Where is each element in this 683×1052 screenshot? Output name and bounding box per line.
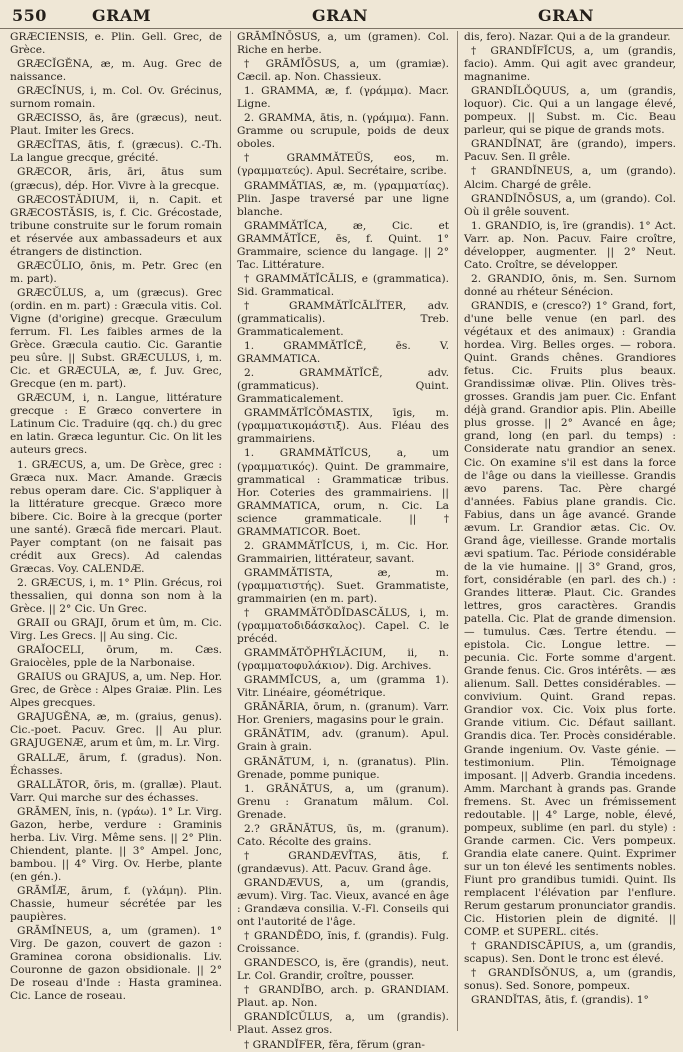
dictionary-entry: GRÆCĬTAS, ātis, f. (græcus). C.-Th. La langue grecque, grécité. <box>10 139 222 165</box>
dictionary-entry: GRÆCUM, i, n. Langue, littérature grecque : E Græco convertere in Latinum Cic. Traduire (qq. ch.) du grec en latin. Græca leguntur. Cic. On lit les auteurs grecs. <box>10 392 222 457</box>
dictionary-entry: GRANDÆVUS, a, um (grandis, ævum). Virg. Tac. Vieux, avancé en âge : Grandæva consilia. V.-Fl. Conseils qui ont l'autorité de l'âge. <box>237 876 449 929</box>
dictionary-entry: † GRĀMĬŌSUS, a, um (gramiæ). Cæcil. ap. Non. Chassieux. <box>237 58 449 84</box>
dictionary-entry: GRÆCOR, āris, āri, ātus sum (græcus), dép. Hor. Vivre à la grecque. <box>10 166 222 192</box>
dictionary-entry: GRANDĬLŎQUUS, a, um (grandis, loquor). Cic. Qui a un langage élevé, pompeux. || Subst. m. Cic. Beau parleur, qui se pique de grands mots. <box>464 85 676 137</box>
dictionary-entry: GRANDĬCŬLUS, a, um (grandis). Plaut. Assez gros. <box>237 1011 449 1037</box>
dictionary-entry: GRANDESCO, is, ĕre (grandis), neut. Lr. Col. Grandir, croître, pousser. <box>237 957 449 983</box>
dictionary-entry: † GRANDĬFER, fĕra, fĕrum (gran- <box>244 1038 425 1051</box>
dictionary-entry: GRĀNĀTIM, adv. (granum). Apul. Grain à grain. <box>237 728 449 754</box>
dictionary-entry: 2. GRANDIO, ōnis, m. Sen. Surnom donné au rhéteur Sénécion. <box>464 272 676 298</box>
dictionary-entry: GRAJUGĔNA, æ, m. (graius, genus). Cic.-poet. Pacuv. Grec. || Au plur. GRAJUGENÆ, arum et ûm, m. Lr. Virg. <box>10 711 222 750</box>
dictionary-entry: † GRAMMĂTŎDĬDASCĂLUS, i, m. (γραμματοδιδάσκαλος). Capel. C. le précéd. <box>237 607 449 646</box>
dictionary-entry: † GRANDISCĀPIUS, a, um (grandis, scapus). Sen. Dont le tronc est élevé. <box>464 940 676 966</box>
dictionary-entry: † GRANDĬFĬCUS, a, um (grandis, facio). Amm. Qui agit avec grandeur, magnanime. <box>464 45 676 84</box>
dictionary-entry: GRANDĬNAT, āre (grando), impers. Pacuv. Sen. Il grêle. <box>464 138 676 164</box>
dictionary-entry: GRANDĬNŌSUS, a, um (grando). Col. Où il grêle souvent. <box>464 192 676 218</box>
dictionary-entry: 1. GRAMMA, æ, f. (γράμμα). Macr. Ligne. <box>237 85 449 111</box>
dictionary-entry: GRAMMĂTŎPHȲLĂCIUM, ii, n. (γραμματοφυλάκιον). Dig. Archives. <box>237 647 449 673</box>
dictionary-entry: GRĀMEN, ĭnis, n. (γράω). 1° Lr. Virg. Gazon, herbe, verdure : Graminis herba. Liv. Virg. Même sens. || 2° Plin. Chiendent, plante. || 3° Ampel. Jonc, bambou. || 4° Virg. Ov. Herbe, plante (en gén.). <box>10 805 222 883</box>
dictionary-entry: GRAIUS ou GRAJUS, a, um. Nep. Hor. Grec, de Grèce : Alpes Graiæ. Plin. Les Alpes grecques. <box>10 671 222 710</box>
column-middle <box>230 31 449 1051</box>
dictionary-entry: † GRANDĒDO, ĭnis, f. (grandis). Fulg. Croissance. <box>237 930 449 956</box>
dictionary-entry: GRĀNĀTUM, i, n. (granatus). Plin. Grenade, pomme punique. <box>237 755 449 781</box>
dictionary-entry: GRAMMĬCUS, a, um (gramma 1). Vitr. Linéaire, géométrique. <box>237 674 449 700</box>
dictionary-entry: GRĀMĬNŌSUS, a, um (gramen). Col. Riche en herbe. <box>237 31 449 57</box>
dictionary-entry: GRANDIS, e (cresco?) 1° Grand, fort, d'une belle venue (en parl. des végétaux et des animaux) : Grandia hordea. Virg. Belles orges. — robora. Quint. Grands chênes. Grandiores fetus. Cic. Fruits plus beaux. Grandissimæ olivæ. Plin. Olives très-grosses. Grandis jam puer. Cic. Enfant déjà grand. Grandior apis. Plin. Abeille plus grosse. || 2° Avancé en âge; grand, long (en parl. du temps) : Considerate natu grandior an senex. Cic. On examine s'il est dans la force de l'âge ou dans la vieillesse. Grandis ævo parens. Tac. Père chargé d'années. Fabius plane grandis. Cic. Fabius, dans un âge avancé. Grande ævum. Lr. Grandior ætas. Cic. Ov. Grand âge, vieillesse. Grande mortalis ævi spatium. Tac. Période considérable de la vie humaine. || 3° Grand, gros, fort, considérable (en parl. des ch.) : Grandes litteræ. Plaut. Cic. Grandes lettres, gros caractères. Grandis patella. Cic. Plat de grande dimension. — tumulus. Cæs. Tertre étendu. — epistola. Cic. Longue lettre. — pecunia. Cic. Forte somme d'argent. Grande fenus. Cic. Gros intérêts. — æs alienum. Sall. Dettes considérables. — convivium. Quint. Grand repas. Grandior vox. Cic. Voix plus forte. Grande vitium. Cic. Défaut saillant. Grandis dica. Ter. Procès considérable. Grande ingenium. Ov. Vaste génie. — testimonium. Plin. Témoignage imposant. || Adverb. Grandia incedens. Amm. Marchant à grands pas. Grande fremens. St. Avec un frémissement redoutable. || 4° Large, noble, élevé, pompeux, sublime (en parl. du style) : Grande carmen. Cic. Vers pompeux. Grandia elate canere. Quint. Exprimer sur un ton élevé les sentiments nobles. Fiunt pro grandibus tumidi. Quint. Ils remplacent l'élévation par l'enflure. Rerum gestarum pronunciator grandis. Cic. Historien plein de dignité. || COMP. et SUPERL. cités. <box>464 299 676 939</box>
dictionary-entry: † GRANDĬNEUS, a, um (grando). Alcim. Chargé de grêle. <box>464 165 676 191</box>
dictionary-entry: 2. GRAMMĂTĬCUS, i, m. Cic. Hor. Grammairien, littérateur, savant. <box>237 539 449 565</box>
dictionary-entry: GRĀNĀRIA, ōrum, n. (granum). Varr. Hor. Greniers, magasins pour le grain. <box>237 701 449 727</box>
dictionary-entry: GRĀMĬÆ, ārum, f. (γλάμη). Plin. Chassie, humeur sécrétée par les paupières. <box>10 885 222 924</box>
column-right <box>457 31 676 1031</box>
dictionary-entry: GRĀMĬNEUS, a, um (gramen). 1° Virg. De gazon, couvert de gazon : Graminea corona obsidionalis. Liv. Couronne de gazon obsidionale. || 2° De roseau d'Inde : Hasta graminea. Cic. Lance de roseau. <box>10 925 222 1003</box>
dictionary-entry: GRAII ou GRAJI, ōrum et ûm, m. Cic. Virg. Les Grecs. || Au sing. Cic. <box>10 617 222 643</box>
dictionary-entry: † GRAMMĂTĬCĀLĬTER, adv. (grammaticalis). Treb. Grammaticalement. <box>237 299 449 339</box>
column-left <box>10 31 222 1031</box>
text-columns <box>10 31 676 1051</box>
dictionary-entry: 1. GRAMMĂTĬCĒ, ēs. V. GRAMMATICA. <box>237 340 449 366</box>
dictionary-entry: † GRAMMĂTEŬS, eos, m. (γραμματεύς). Apul. Secrétaire, scribe. <box>237 152 449 178</box>
dictionary-entry: 2. GRAMMĂTĬCĒ, adv. (grammaticus). Quint. Grammaticalement. <box>237 367 449 406</box>
dictionary-entry: GRÆCŬLUS, a, um (græcus). Grec (ordin. en m. part) : Græcula vitis. Col. Vigne (d'origine) grecque. Græculum ferrum. Fl. Les faibles armes de la Grèce. Græcula cautio. Cic. Garantie peu sûre. || Subst. GRÆCULUS, i, m. Cic. et GRÆCULA, æ, f. Juv. Grec, Grecque (en m. part). <box>10 286 222 391</box>
dictionary-entry: GRAMMĂTISTA, æ, m. (γραμματιστής). Suet. Grammatiste, grammairien (en m. part). <box>237 566 449 605</box>
dictionary-entry: † GRANDÆVĬTAS, ātis, f. (grandævus). Att. Pacuv. Grand âge. <box>237 849 449 875</box>
dictionary-entry: † GRANDĬSŎNUS, a, um (grandis, sonus). Sed. Sonore, pompeux. <box>464 967 676 993</box>
dictionary-entry: 1. GRĀNĀTUS, a, um (granum). Grenu : Granatum mālum. Col. Grenade. <box>237 782 449 821</box>
dictionary-entry: GRÆCIENSIS, e. Plin. Gell. Grec, de Grèce. <box>10 31 222 57</box>
left-running-head: GRAM <box>92 6 152 25</box>
dictionary-entry: GRÆCŬLIO, ōnis, m. Petr. Grec (en m. part). <box>10 259 222 285</box>
dictionary-entry: GRÆCOSTĂDIUM, ii, n. Capit. et GRÆCOSTĂSIS, is, f. Cic. Grécostade, tribune construite sur le forum romain et réservée aux ambassadeurs et aux étrangers de distinction. <box>10 193 222 258</box>
dictionary-entry: GRALLĀTOR, ōris, m. (grallæ). Plaut. Varr. Qui marche sur des échasses. <box>10 778 222 804</box>
dictionary-entry: GRANDĬTAS, ātis, f. (grandis). 1° <box>471 994 649 1007</box>
dictionary-entry: GRAMMĂTĬCŎMASTIX, īgis, m. (γραμματικομάστιξ). Aus. Fléau des grammairiens. <box>237 407 449 446</box>
dictionary-entry: GRÆCĬNUS, i, m. Col. Ov. Grécinus, surnom romain. <box>10 85 222 111</box>
dictionary-entry: GRALLÆ, ārum, f. (gradus). Non. Échasses. <box>10 751 222 777</box>
dictionary-entry: 2. GRAMMA, ātis, n. (γράμμα). Fann. Gramme ou scrupule, poids de deux oboles. <box>237 112 449 151</box>
page-header <box>0 0 683 29</box>
dictionary-entry: 1. GRÆCUS, a, um. De Grèce, grec : Græca nux. Macr. Amande. Græcis rebus operam dare. Cic. S'appliquer à la littérature grecque. Græco more bibere. Cic. Boire à la grecque (porter une santé). Græcā fide mercari. Plaut. Payer comptant (on ne faisait pas crédit aux Grecs). Ad calendas Græcas. Voy. CALENDÆ. <box>10 458 222 575</box>
dictionary-entry: 1. GRANDIO, is, īre (grandis). 1° Act. Varr. ap. Non. Pacuv. Faire croître, développer, augmenter. || 2° Neut. Cato. Croître, se développer. <box>464 219 676 271</box>
right-running-head: GRAN <box>538 6 594 25</box>
dictionary-entry: 2.? GRĀNĀTUS, ūs, m. (granum). Cato. Récolte des grains. <box>237 822 449 848</box>
center-running-head: GRAN <box>312 6 368 25</box>
dictionary-entry: 1. GRAMMĂTĬCUS, a, um (γραμματικός). Quint. De grammaire, grammatical : Grammaticæ tribus. Hor. Coteries des grammairiens. || GRAMMATICA, orum, n. Cic. La science grammaticale. || † GRAMMATICOR. Boet. <box>237 447 449 538</box>
dictionary-entry: † GRAMMĂTĬCĀLIS, e (grammatica). Sid. Grammatical. <box>237 272 449 298</box>
dictionary-entry: GRÆCISSO, ās, āre (græcus), neut. Plaut. Imiter les Grecs. <box>10 112 222 138</box>
dictionary-entry: GRAMMĂTIAS, æ, m. (γραμματίας). Plin. Jaspe traversé par une ligne blanche. <box>237 179 449 218</box>
dictionary-entry: dis, fero). Nazar. Qui a de la grandeur. <box>464 31 671 43</box>
dictionary-entry: GRÆCĬGĔNA, æ, m. Aug. Grec de naissance. <box>10 58 222 84</box>
dictionary-entry: 2. GRÆCUS, i, m. 1° Plin. Grécus, roi thessalien, qui donna son nom à la Grèce. || 2° Cic. Un Grec. <box>10 576 222 616</box>
dictionary-entry: GRAĬOCELI, ōrum, m. Cæs. Graiocèles, pple de la Narbonaise. <box>10 644 222 670</box>
dictionary-entry: † GRANDĬBO, arch. p. GRANDIAM. Plaut. ap. Non. <box>237 984 449 1010</box>
dictionary-entry: GRAMMĂTĬCA, æ, Cic. et GRAMMĂTĬCE, ēs, f. Quint. 1° Grammaire, science du langage. || 2° Tac. Littérature. <box>237 219 449 271</box>
page-number: 550 <box>12 6 47 25</box>
